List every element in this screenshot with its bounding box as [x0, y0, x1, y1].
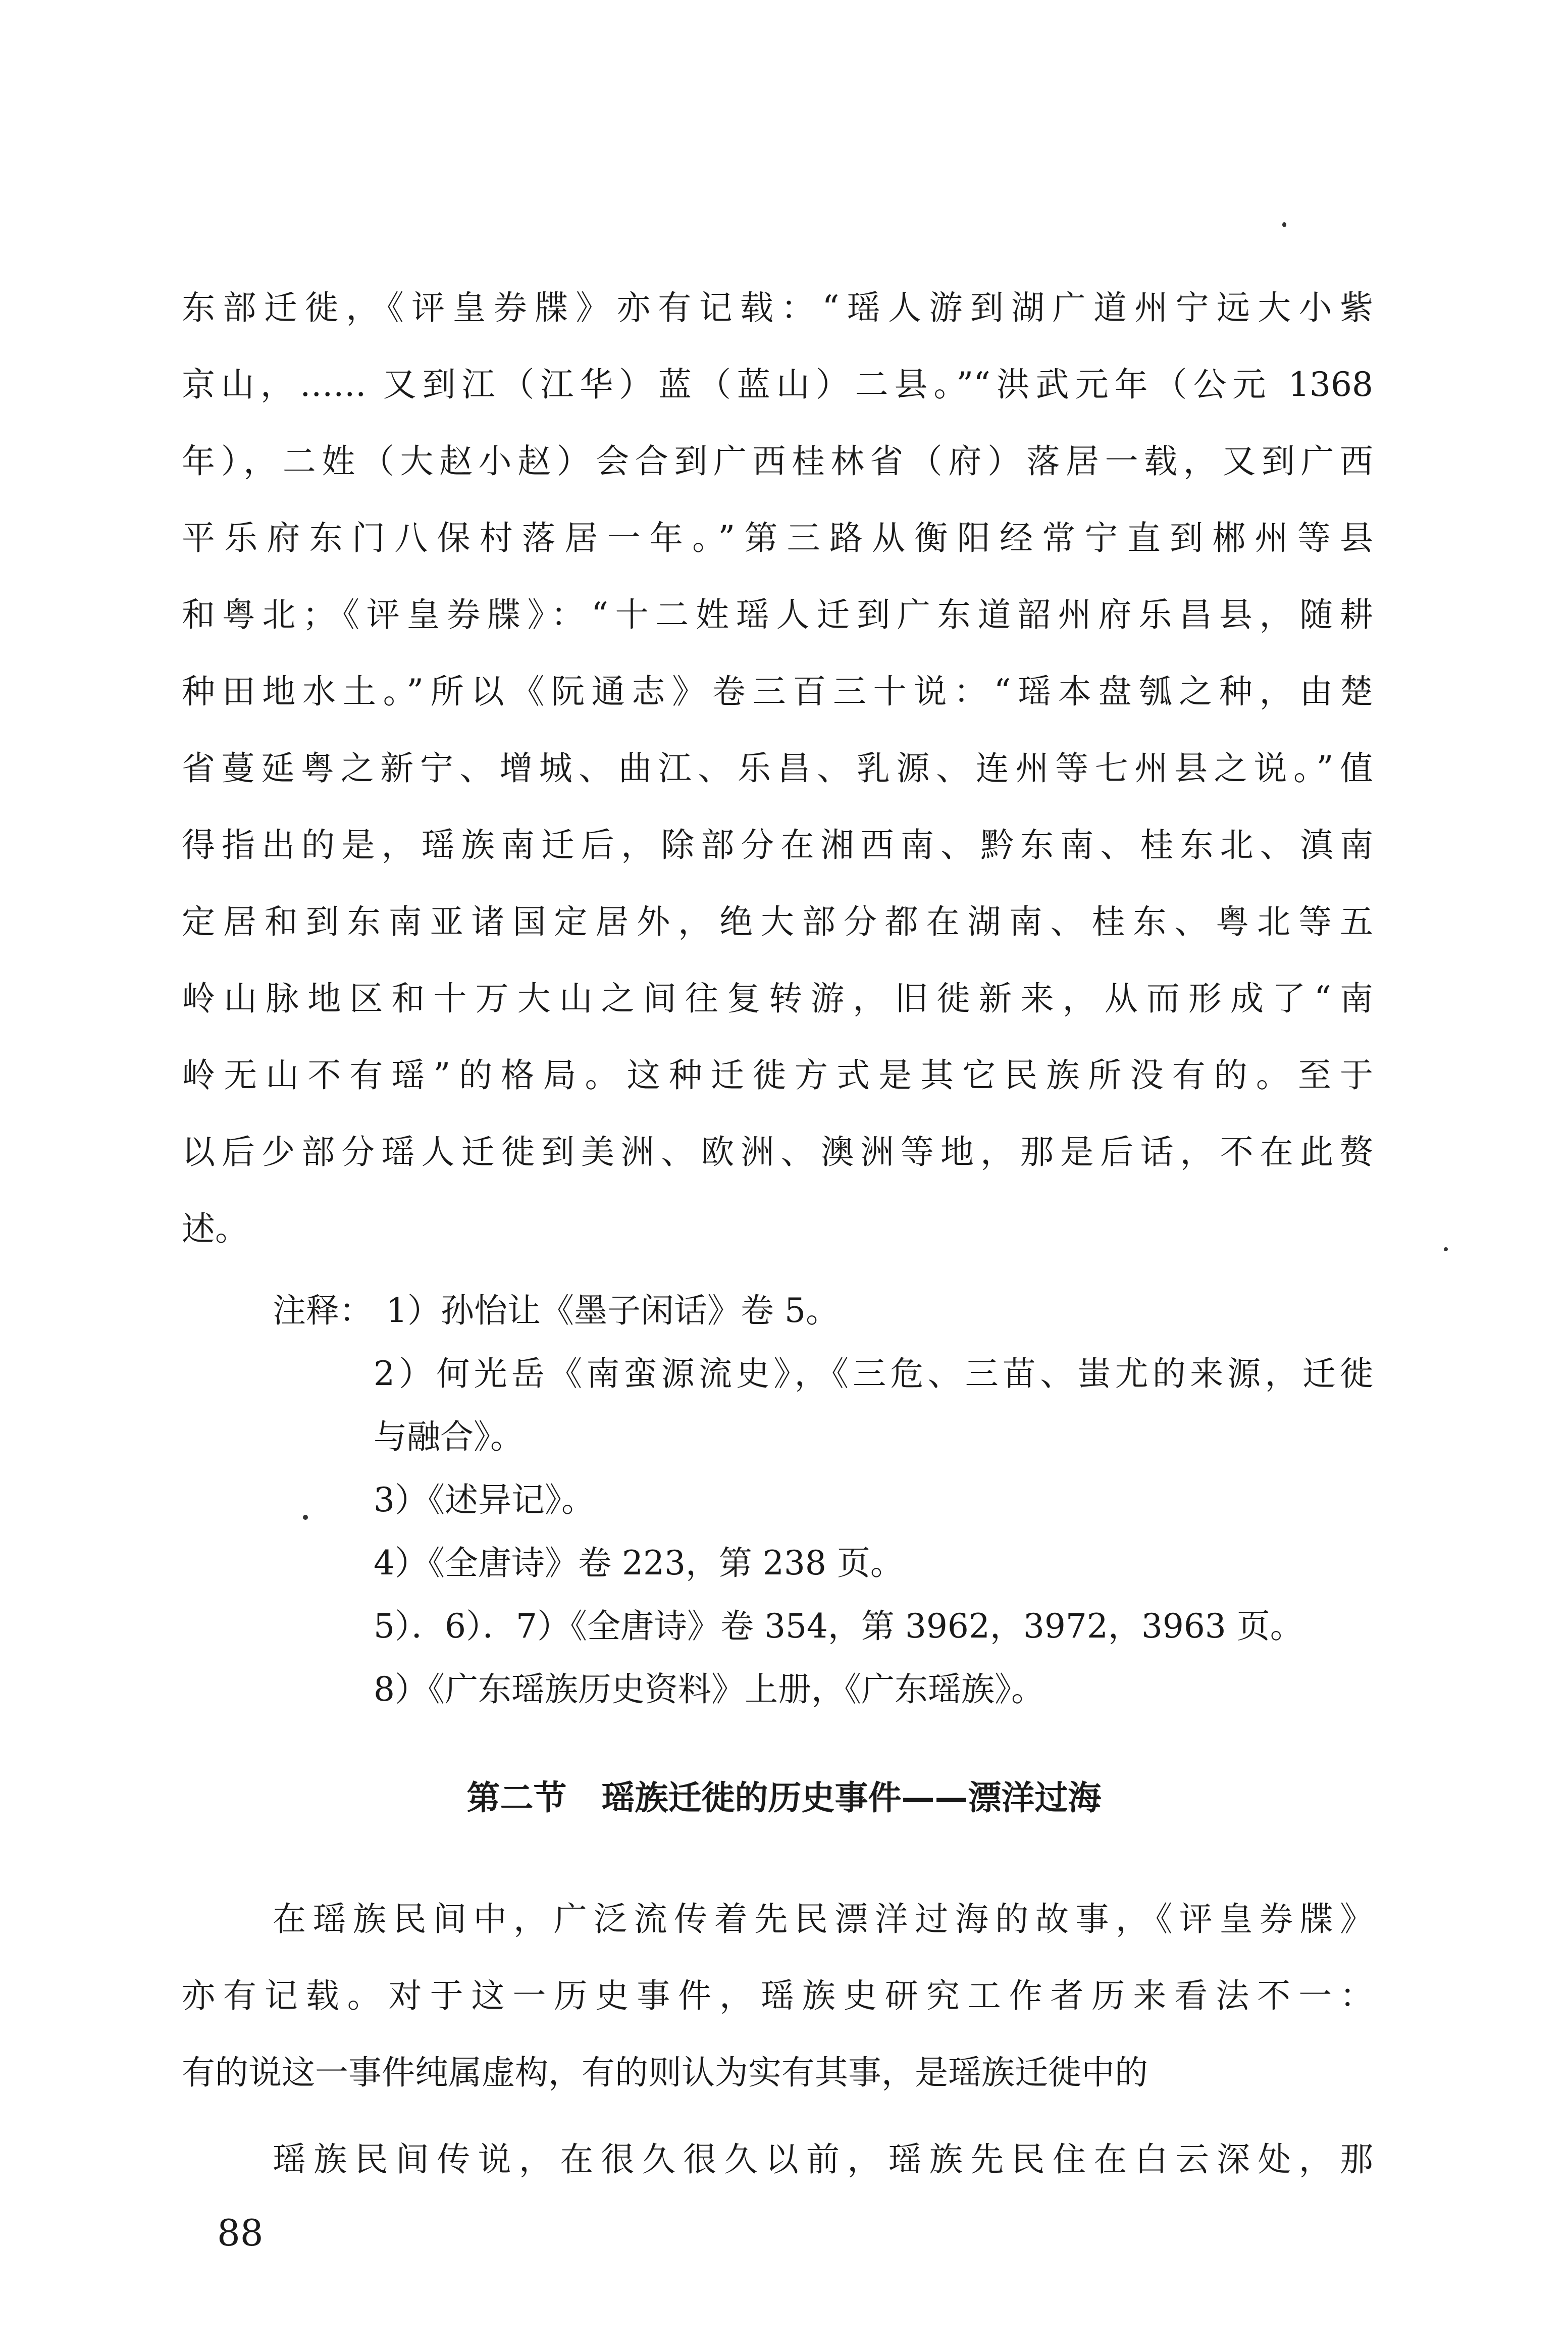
scan-speck [1444, 1247, 1448, 1251]
scan-speck [303, 1515, 308, 1520]
text-line: 京山，…… 又到江（江华）蓝（蓝山）二县。”“洪武元年（公元 1368 [182, 365, 1373, 404]
text-line: 瑶族民间传说，在很久很久以前，瑶族先民住在白云深处，那 [273, 2140, 1373, 2179]
note-item: 4）《全唐诗》卷 223，第 238 页。 [374, 1544, 904, 1582]
text-line: 省蔓延粤之新宁、增城、曲江、乐昌、乳源、连州等七州县之说。”值 [182, 749, 1373, 788]
notes-label: 注释： [273, 1291, 373, 1330]
section-heading: 第二节 瑶族迁徙的历史事件——漂洋过海 [466, 1778, 1102, 1817]
text-line: 和粤北；《评皇券牒》：“十二姓瑶人迁到广东道韶州府乐昌县，随耕 [182, 595, 1373, 634]
text-line: 述。 [182, 1209, 248, 1248]
note-item: 2）何光岳《南蛮源流史》，《三危、三苗、蚩尤的来源，迁徙 [374, 1354, 1373, 1393]
text-line: 有的说这一事件纯属虚构，有的则认为实有其事，是瑶族迁徙中的 [182, 2053, 1148, 2092]
text-line: 平乐府东门八保村落居一年。”第三路从衡阳经常宁直到郴州等县 [182, 519, 1373, 557]
text-line: 岭无山不有瑶”的格局。这种迁徙方式是其它民族所没有的。至于 [182, 1056, 1373, 1095]
text-line: 定居和到东南亚诸国定居外，绝大部分都在湖南、桂东、粤北等五 [182, 902, 1373, 941]
note-item: 8）《广东瑶族历史资料》上册，《广东瑶族》。 [374, 1670, 1044, 1709]
text-line: 在瑶族民间中，广泛流传着先民漂洋过海的故事，《评皇券牒》 [273, 1900, 1373, 1938]
text-line: 以后少部分瑶人迁徙到美洲、欧洲、澳洲等地，那是后话，不在此赘 [182, 1133, 1373, 1171]
note-item: 1）孙怡让《墨子闲话》卷 5。 [386, 1291, 839, 1330]
text-line: 亦有记载。对于这一历史事件，瑶族史研究工作者历来看法不一： [182, 1976, 1373, 2015]
page-number: 88 [217, 2212, 264, 2254]
note-item: 5）．6）．7）《全唐诗》卷 354，第 3962，3972，3963 页。 [374, 1607, 1303, 1646]
note-item: 与融合》。 [374, 1417, 524, 1456]
note-item: 3）《述异记》。 [374, 1480, 595, 1519]
scan-speck [1282, 222, 1286, 227]
text-line: 得指出的是，瑶族南迁后，除部分在湘西南、黔东南、桂东北、滇南 [182, 826, 1373, 864]
text-line: 东部迁徙，《评皇券牒》亦有记载：“瑶人游到湖广道州宁远大小紫 [182, 288, 1373, 327]
text-line: 岭山脉地区和十万大山之间往复转游，旧徙新来，从而形成了“南 [182, 979, 1373, 1018]
text-line: 年），二姓（大赵小赵）会合到广西桂林省（府）落居一载，又到广西 [182, 442, 1373, 481]
text-line: 种田地水土。”所以《阮通志》卷三百三十说：“瑶本盘瓠之种，由楚 [182, 672, 1373, 711]
